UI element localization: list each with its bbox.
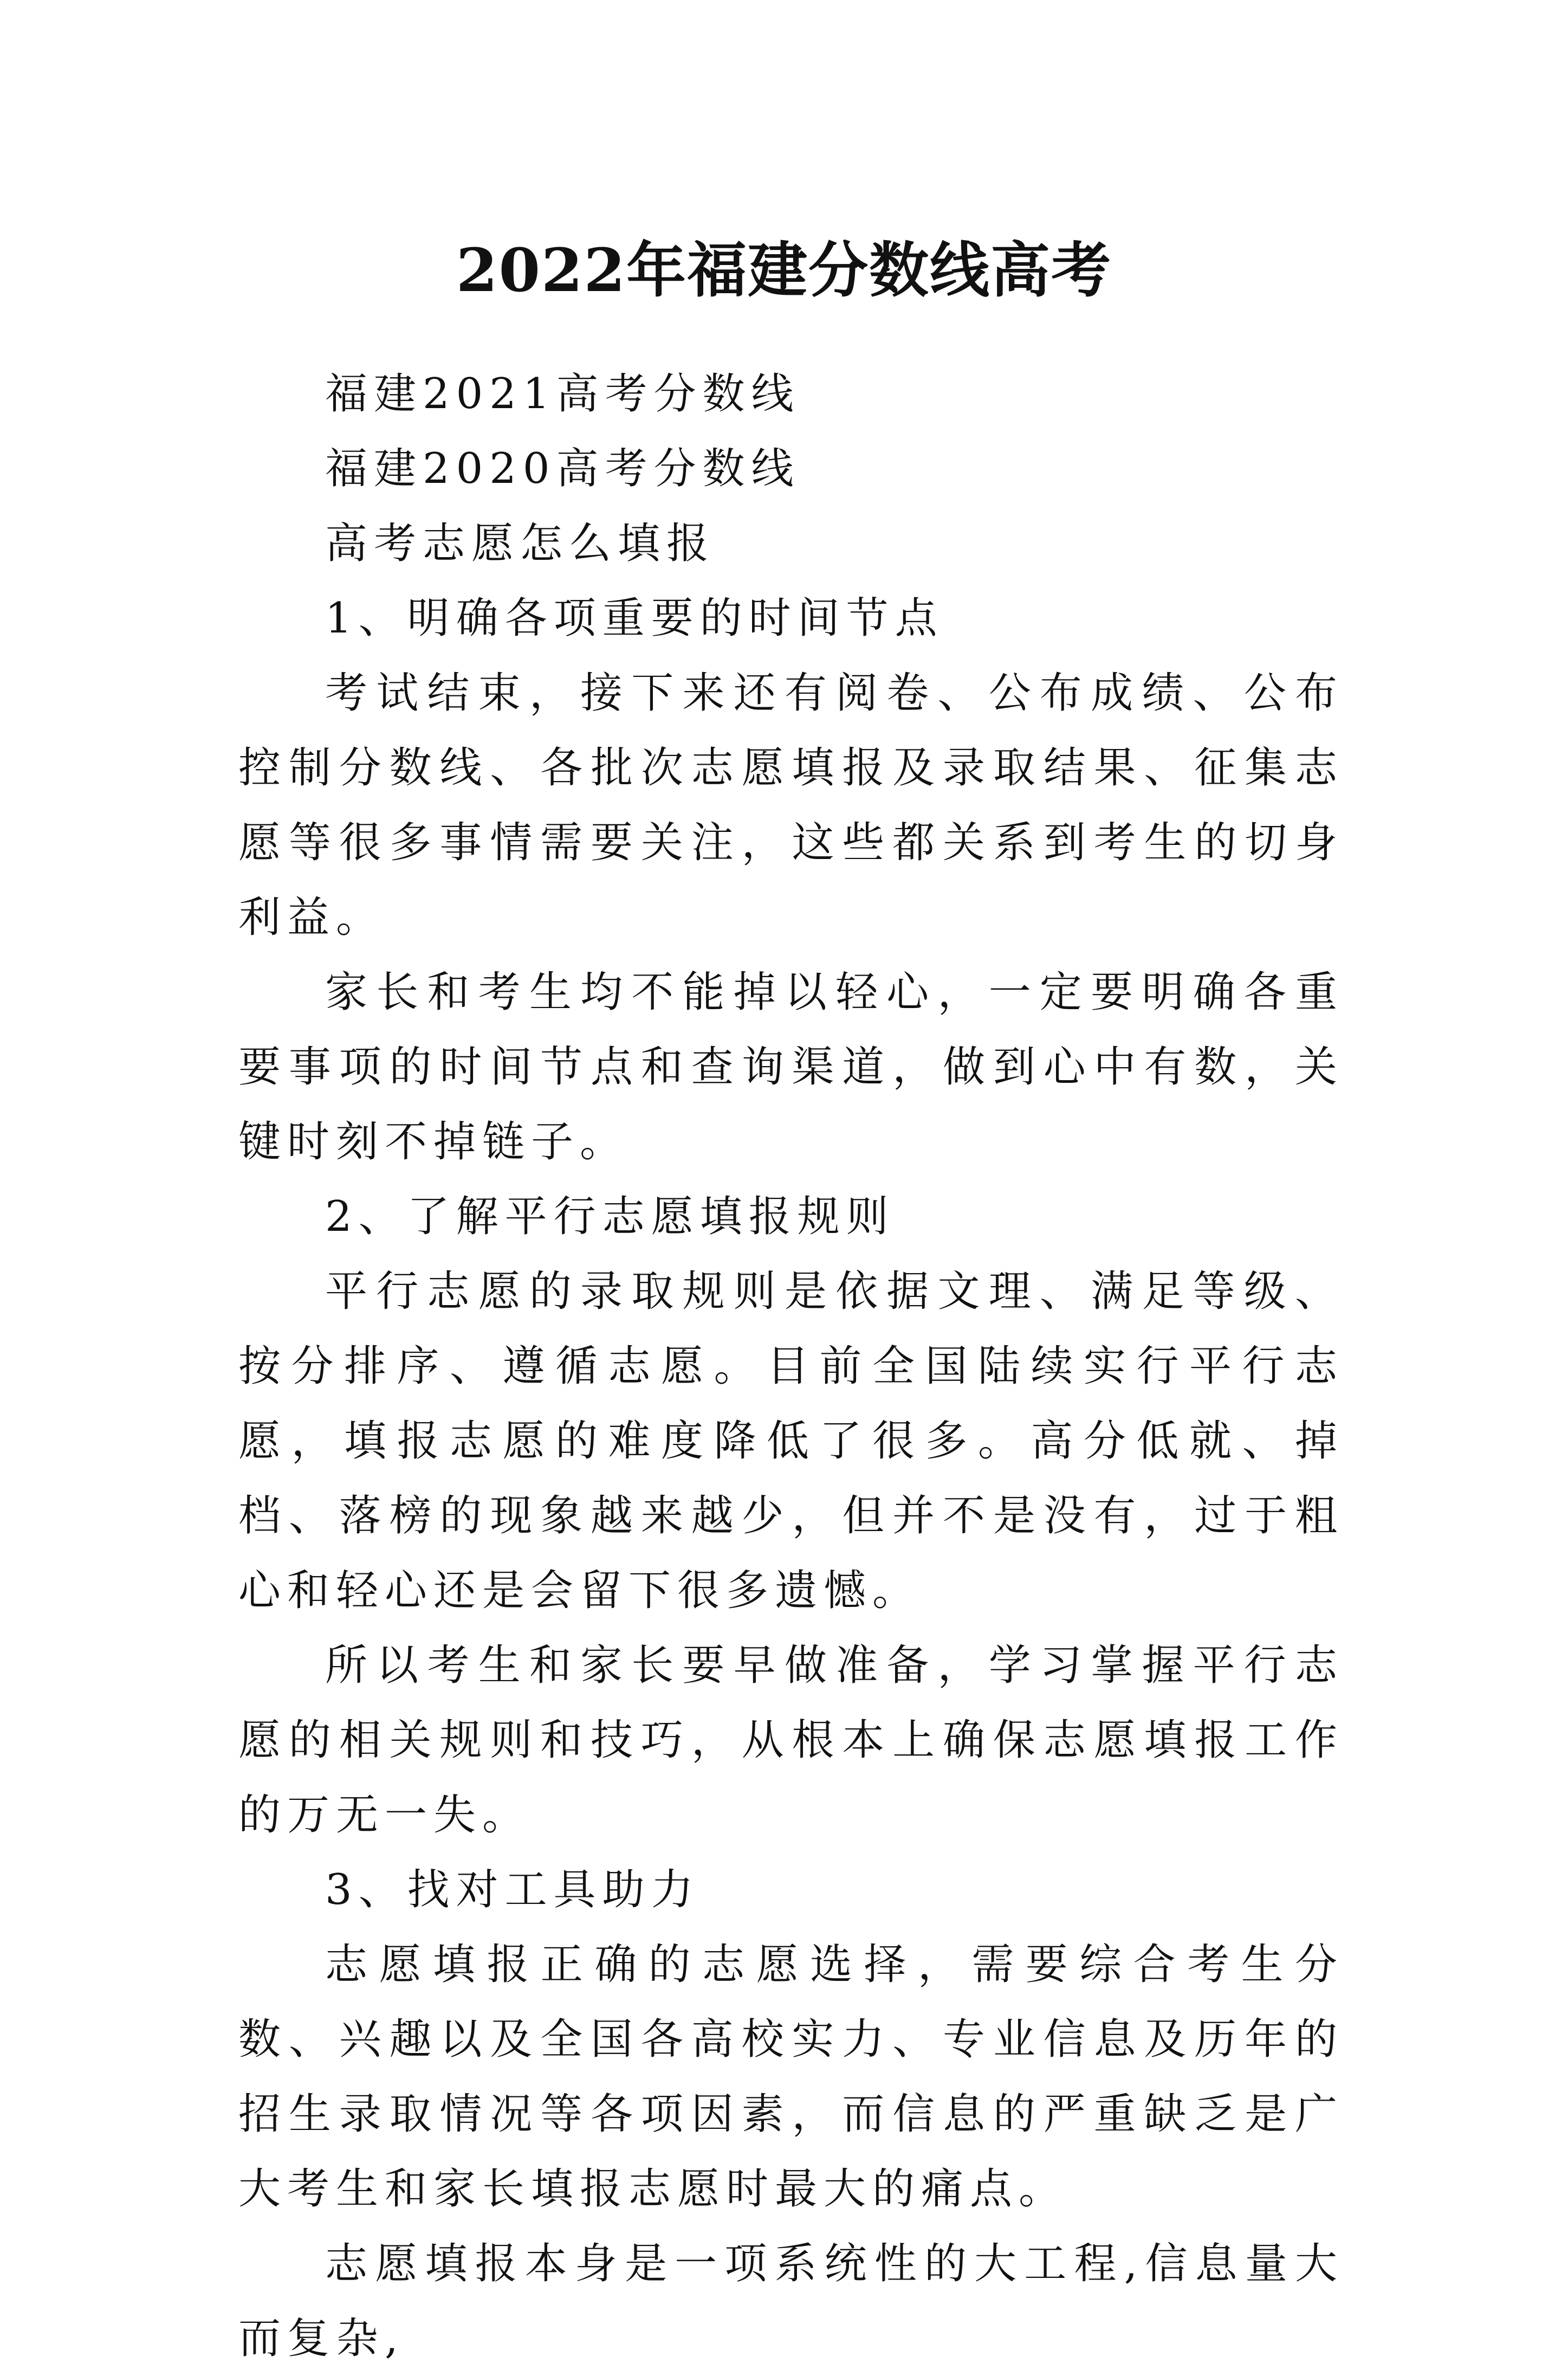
paragraph: 高考志愿怎么填报 — [325, 519, 716, 568]
paragraph: 福建2021高考分数线 — [325, 370, 800, 418]
section-heading: 2、了解平行志愿填报规则 — [325, 1192, 895, 1241]
paragraph: 家长和考生均不能掉以轻心，一定要明确各重要事项的时间节点和查询渠道，做到心中有数，关键时刻不掉链子。 — [238, 968, 1344, 1166]
paragraph: 平行志愿的录取规则是依据文理、满足等级、按分排序、遵循志愿。目前全国陆续实行平行志愿，填报志愿的难度降低了很多。高分低就、掉档、落榜的现象越来越少，但并不是没有，过于粗心和轻心还是会留下很多遗憾。 — [238, 1267, 1344, 1615]
document-title: 2022年福建分数线高考 — [456, 235, 1112, 305]
paragraph: 考试结束，接下来还有阅卷、公布成绩、公布控制分数线、各批次志愿填报及录取结果、征集志愿等很多事情需要关注，这些都关系到考生的切身利益。 — [238, 669, 1344, 942]
section-heading: 1、明确各项重要的时间节点 — [325, 594, 944, 643]
paragraph: 福建2020高考分数线 — [325, 444, 800, 493]
section-heading: 3、找对工具助力 — [325, 1865, 700, 1914]
paragraph: 所以考生和家长要早做准备，学习掌握平行志愿的相关规则和技巧，从根本上确保志愿填报工作的万无一失。 — [238, 1641, 1344, 1839]
paragraph: 志愿填报正确的志愿选择，需要综合考生分数、兴趣以及全国各高校实力、专业信息及历年的招生录取情况等各项因素，而信息的严重缺乏是广大考生和家长填报志愿时最大的痛点。 — [238, 1940, 1344, 2213]
paragraph: 志愿填报本身是一项系统性的大工程,信息量大而复杂, — [238, 2239, 1344, 2363]
document-body — [238, 357, 1344, 2376]
